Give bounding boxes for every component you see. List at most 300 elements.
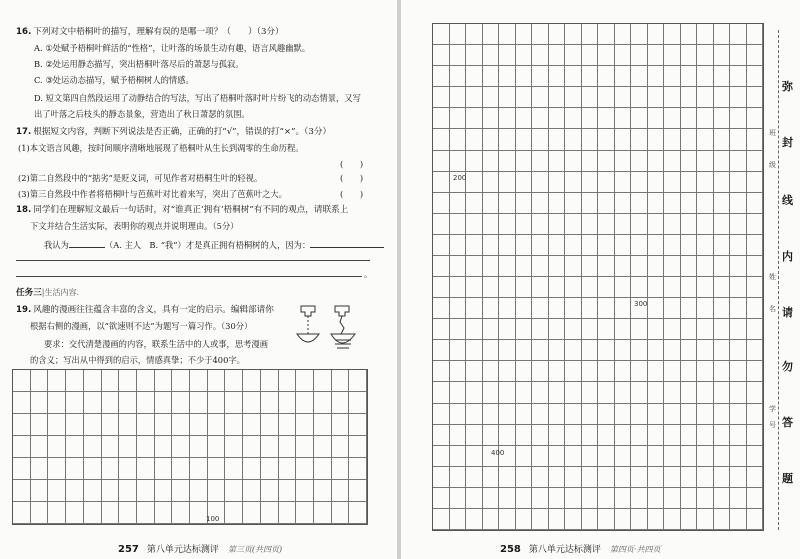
grid-cell[interactable]	[615, 425, 632, 446]
grid-cell[interactable]	[598, 172, 615, 193]
grid-cell[interactable]	[549, 87, 566, 108]
grid-cell[interactable]	[681, 298, 698, 319]
grid-cell[interactable]	[31, 480, 49, 502]
grid-cell[interactable]	[598, 214, 615, 235]
grid-cell[interactable]	[466, 87, 483, 108]
grid-cell[interactable]	[332, 370, 350, 392]
grid-cell[interactable]	[332, 480, 350, 502]
grid-cell[interactable]	[450, 235, 467, 256]
grid-cell[interactable]	[314, 458, 332, 480]
grid-cell[interactable]	[664, 87, 681, 108]
grid-cell[interactable]	[66, 392, 84, 414]
grid-cell[interactable]	[483, 108, 500, 129]
grid-cell[interactable]	[582, 425, 599, 446]
grid-cell[interactable]	[648, 151, 665, 172]
grid-cell[interactable]	[615, 45, 632, 66]
grid-cell[interactable]	[433, 361, 450, 382]
q17-item-2-answer-box[interactable]: ( )	[340, 173, 364, 183]
grid-cell[interactable]	[499, 277, 516, 298]
grid-cell[interactable]	[714, 256, 731, 277]
grid-cell[interactable]	[681, 425, 698, 446]
grid-cell[interactable]	[466, 298, 483, 319]
grid-cell[interactable]	[697, 256, 714, 277]
grid-cell[interactable]	[433, 256, 450, 277]
grid-cell[interactable]	[13, 370, 31, 392]
grid-cell[interactable]	[549, 509, 566, 530]
grid-cell[interactable]	[582, 129, 599, 150]
grid-cell[interactable]	[582, 404, 599, 425]
grid-cell[interactable]	[582, 235, 599, 256]
grid-cell[interactable]	[532, 151, 549, 172]
grid-cell[interactable]	[516, 214, 533, 235]
grid-cell[interactable]	[279, 436, 297, 458]
grid-cell[interactable]	[516, 425, 533, 446]
grid-cell[interactable]	[84, 458, 102, 480]
grid-cell[interactable]	[155, 480, 173, 502]
grid-cell[interactable]	[190, 436, 208, 458]
grid-cell[interactable]	[615, 404, 632, 425]
grid-cell[interactable]	[466, 172, 483, 193]
grid-cell[interactable]	[730, 361, 747, 382]
grid-cell[interactable]	[697, 404, 714, 425]
grid-cell[interactable]	[499, 361, 516, 382]
grid-cell[interactable]	[499, 235, 516, 256]
grid-cell[interactable]	[450, 298, 467, 319]
grid-cell[interactable]	[137, 436, 155, 458]
grid-cell[interactable]	[598, 446, 615, 467]
grid-cell[interactable]	[714, 45, 731, 66]
grid-cell[interactable]	[172, 370, 190, 392]
grid-cell[interactable]	[730, 235, 747, 256]
grid-cell[interactable]	[499, 24, 516, 45]
grid-cell[interactable]	[532, 172, 549, 193]
grid-cell[interactable]	[296, 436, 314, 458]
q18-choice-blank[interactable]	[69, 238, 105, 248]
grid-cell[interactable]	[31, 370, 49, 392]
grid-cell[interactable]	[747, 277, 764, 298]
grid-cell[interactable]	[565, 467, 582, 488]
grid-cell[interactable]	[532, 45, 549, 66]
grid-cell[interactable]	[483, 256, 500, 277]
grid-cell[interactable]	[681, 509, 698, 530]
grid-cell[interactable]	[615, 235, 632, 256]
grid-cell[interactable]	[433, 66, 450, 87]
grid-cell[interactable]	[582, 361, 599, 382]
grid-cell[interactable]	[225, 480, 243, 502]
grid-cell[interactable]	[648, 256, 665, 277]
grid-cell[interactable]	[615, 509, 632, 530]
grid-cell[interactable]	[483, 87, 500, 108]
grid-cell[interactable]	[48, 480, 66, 502]
grid-cell[interactable]	[582, 277, 599, 298]
grid-cell[interactable]	[483, 361, 500, 382]
grid-cell[interactable]	[483, 382, 500, 403]
grid-cell[interactable]	[565, 361, 582, 382]
grid-cell[interactable]	[66, 370, 84, 392]
grid-cell[interactable]	[208, 414, 226, 436]
grid-cell[interactable]	[466, 509, 483, 530]
grid-cell[interactable]	[433, 488, 450, 509]
grid-cell[interactable]	[598, 404, 615, 425]
grid-cell[interactable]	[681, 87, 698, 108]
grid-cell[interactable]	[615, 446, 632, 467]
grid-cell[interactable]	[565, 340, 582, 361]
grid-cell[interactable]	[697, 24, 714, 45]
composition-grid-page-257[interactable]	[12, 369, 368, 525]
grid-cell[interactable]	[483, 129, 500, 150]
grid-cell[interactable]	[598, 24, 615, 45]
grid-cell[interactable]	[499, 425, 516, 446]
grid-cell[interactable]	[730, 425, 747, 446]
grid-cell[interactable]	[31, 414, 49, 436]
grid-cell[interactable]	[747, 214, 764, 235]
grid-cell[interactable]	[137, 414, 155, 436]
grid-cell[interactable]	[681, 404, 698, 425]
grid-cell[interactable]	[549, 298, 566, 319]
grid-cell[interactable]	[119, 436, 137, 458]
grid-cell[interactable]	[466, 235, 483, 256]
grid-cell[interactable]	[598, 193, 615, 214]
grid-cell[interactable]	[296, 392, 314, 414]
q18-writing-line-1[interactable]	[16, 260, 370, 261]
grid-cell[interactable]	[648, 446, 665, 467]
grid-cell[interactable]	[499, 467, 516, 488]
grid-cell[interactable]	[582, 214, 599, 235]
grid-cell[interactable]	[483, 45, 500, 66]
grid-cell[interactable]	[598, 425, 615, 446]
grid-cell[interactable]	[681, 108, 698, 129]
grid-cell[interactable]	[598, 256, 615, 277]
grid-cell[interactable]	[31, 502, 49, 524]
grid-cell[interactable]	[332, 436, 350, 458]
grid-cell[interactable]	[549, 193, 566, 214]
grid-cell[interactable]	[582, 66, 599, 87]
grid-cell[interactable]	[314, 370, 332, 392]
grid-cell[interactable]	[582, 382, 599, 403]
grid-cell[interactable]	[631, 193, 648, 214]
grid-cell[interactable]	[243, 392, 261, 414]
grid-cell[interactable]	[582, 45, 599, 66]
grid-cell[interactable]	[565, 382, 582, 403]
grid-cell[interactable]	[648, 277, 665, 298]
grid-cell[interactable]	[730, 45, 747, 66]
grid-cell[interactable]	[730, 193, 747, 214]
grid-cell[interactable]	[450, 509, 467, 530]
grid-cell[interactable]	[532, 277, 549, 298]
grid-cell[interactable]	[516, 129, 533, 150]
grid-cell[interactable]	[532, 382, 549, 403]
grid-cell[interactable]	[102, 436, 120, 458]
grid-cell[interactable]	[565, 425, 582, 446]
grid-cell[interactable]	[225, 370, 243, 392]
grid-cell[interactable]	[730, 446, 747, 467]
grid-cell[interactable]	[747, 382, 764, 403]
grid-cell[interactable]	[714, 488, 731, 509]
grid-cell[interactable]	[516, 256, 533, 277]
grid-cell[interactable]	[615, 66, 632, 87]
grid-cell[interactable]	[730, 66, 747, 87]
grid-cell[interactable]	[499, 108, 516, 129]
grid-cell[interactable]	[450, 151, 467, 172]
grid-cell[interactable]	[730, 488, 747, 509]
grid-cell[interactable]	[466, 340, 483, 361]
grid-cell[interactable]	[225, 436, 243, 458]
grid-cell[interactable]	[664, 214, 681, 235]
grid-cell[interactable]	[697, 66, 714, 87]
grid-cell[interactable]	[296, 480, 314, 502]
grid-cell[interactable]	[714, 467, 731, 488]
grid-cell[interactable]	[314, 392, 332, 414]
grid-cell[interactable]	[664, 425, 681, 446]
grid-cell[interactable]	[137, 392, 155, 414]
grid-cell[interactable]	[155, 436, 173, 458]
grid-cell[interactable]	[648, 467, 665, 488]
grid-cell[interactable]	[648, 340, 665, 361]
grid-cell[interactable]	[697, 446, 714, 467]
grid-cell[interactable]	[664, 108, 681, 129]
grid-cell[interactable]	[565, 24, 582, 45]
grid-cell[interactable]	[747, 87, 764, 108]
grid-cell[interactable]	[48, 392, 66, 414]
grid-cell[interactable]	[466, 467, 483, 488]
grid-cell[interactable]	[730, 319, 747, 340]
grid-cell[interactable]	[499, 151, 516, 172]
grid-cell[interactable]	[450, 214, 467, 235]
grid-cell[interactable]	[598, 340, 615, 361]
grid-cell[interactable]	[102, 502, 120, 524]
grid-cell[interactable]	[730, 298, 747, 319]
grid-cell[interactable]	[747, 129, 764, 150]
grid-cell[interactable]	[516, 467, 533, 488]
grid-cell[interactable]	[697, 214, 714, 235]
grid-cell[interactable]	[747, 446, 764, 467]
grid-cell[interactable]	[261, 480, 279, 502]
grid-cell[interactable]	[532, 235, 549, 256]
grid-cell[interactable]	[565, 298, 582, 319]
grid-cell[interactable]	[137, 502, 155, 524]
grid-cell[interactable]	[84, 370, 102, 392]
grid-cell[interactable]	[466, 193, 483, 214]
grid-cell[interactable]	[648, 235, 665, 256]
grid-cell[interactable]	[631, 66, 648, 87]
grid-cell[interactable]	[615, 87, 632, 108]
grid-cell[interactable]	[598, 319, 615, 340]
grid-cell[interactable]	[349, 458, 367, 480]
grid-cell[interactable]	[631, 151, 648, 172]
grid-cell[interactable]	[714, 277, 731, 298]
grid-cell[interactable]	[681, 235, 698, 256]
grid-cell[interactable]	[730, 24, 747, 45]
grid-cell[interactable]	[279, 392, 297, 414]
grid-cell[interactable]	[714, 193, 731, 214]
grid-cell[interactable]	[565, 509, 582, 530]
grid-cell[interactable]	[648, 193, 665, 214]
grid-cell[interactable]	[697, 425, 714, 446]
grid-cell[interactable]	[516, 45, 533, 66]
grid-cell[interactable]	[730, 151, 747, 172]
grid-cell[interactable]	[598, 235, 615, 256]
grid-cell[interactable]	[697, 488, 714, 509]
grid-cell[interactable]	[747, 45, 764, 66]
grid-cell[interactable]	[648, 87, 665, 108]
grid-cell[interactable]	[615, 24, 632, 45]
grid-cell[interactable]	[450, 108, 467, 129]
grid-cell[interactable]	[582, 24, 599, 45]
grid-cell[interactable]	[450, 277, 467, 298]
grid-cell[interactable]	[450, 382, 467, 403]
grid-cell[interactable]	[681, 66, 698, 87]
grid-cell[interactable]	[714, 404, 731, 425]
grid-cell[interactable]	[466, 361, 483, 382]
grid-cell[interactable]	[466, 488, 483, 509]
grid-cell[interactable]	[565, 404, 582, 425]
grid-cell[interactable]	[466, 24, 483, 45]
grid-cell[interactable]	[190, 392, 208, 414]
grid-cell[interactable]	[48, 458, 66, 480]
grid-cell[interactable]	[483, 467, 500, 488]
grid-cell[interactable]	[615, 129, 632, 150]
grid-cell[interactable]	[631, 467, 648, 488]
grid-cell[interactable]	[549, 151, 566, 172]
grid-cell[interactable]	[747, 151, 764, 172]
grid-cell[interactable]	[433, 277, 450, 298]
grid-cell[interactable]	[714, 319, 731, 340]
grid-cell[interactable]	[532, 66, 549, 87]
grid-cell[interactable]	[681, 319, 698, 340]
grid-cell[interactable]	[697, 129, 714, 150]
grid-cell[interactable]	[349, 392, 367, 414]
grid-cell[interactable]	[516, 235, 533, 256]
grid-cell[interactable]	[714, 446, 731, 467]
grid-cell[interactable]	[565, 319, 582, 340]
grid-cell[interactable]	[433, 382, 450, 403]
grid-cell[interactable]	[714, 425, 731, 446]
grid-cell[interactable]	[664, 509, 681, 530]
grid-cell[interactable]	[84, 414, 102, 436]
grid-cell[interactable]	[332, 458, 350, 480]
grid-cell[interactable]	[261, 414, 279, 436]
grid-cell[interactable]	[332, 392, 350, 414]
grid-cell[interactable]	[648, 172, 665, 193]
grid-cell[interactable]	[433, 340, 450, 361]
grid-cell[interactable]	[208, 480, 226, 502]
grid-cell[interactable]	[261, 436, 279, 458]
grid-cell[interactable]	[747, 24, 764, 45]
grid-cell[interactable]	[747, 425, 764, 446]
grid-cell[interactable]	[499, 382, 516, 403]
grid-cell[interactable]	[697, 467, 714, 488]
grid-cell[interactable]	[499, 129, 516, 150]
grid-cell[interactable]	[549, 172, 566, 193]
grid-cell[interactable]	[433, 24, 450, 45]
grid-cell[interactable]	[466, 129, 483, 150]
grid-cell[interactable]	[155, 392, 173, 414]
grid-cell[interactable]	[466, 277, 483, 298]
grid-cell[interactable]	[450, 256, 467, 277]
grid-cell[interactable]	[648, 319, 665, 340]
grid-cell[interactable]	[433, 425, 450, 446]
grid-cell[interactable]	[598, 509, 615, 530]
grid-cell[interactable]	[13, 502, 31, 524]
grid-cell[interactable]	[84, 480, 102, 502]
grid-cell[interactable]	[615, 319, 632, 340]
grid-cell[interactable]	[172, 414, 190, 436]
grid-cell[interactable]	[714, 340, 731, 361]
grid-cell[interactable]	[747, 319, 764, 340]
grid-cell[interactable]	[516, 277, 533, 298]
grid-cell[interactable]	[714, 235, 731, 256]
grid-cell[interactable]	[66, 436, 84, 458]
grid-cell[interactable]	[483, 235, 500, 256]
grid-cell[interactable]	[681, 382, 698, 403]
grid-cell[interactable]	[137, 458, 155, 480]
grid-cell[interactable]	[549, 467, 566, 488]
grid-cell[interactable]	[598, 298, 615, 319]
grid-cell[interactable]	[615, 467, 632, 488]
grid-cell[interactable]	[84, 392, 102, 414]
grid-cell[interactable]	[225, 458, 243, 480]
grid-cell[interactable]	[119, 480, 137, 502]
grid-cell[interactable]	[697, 382, 714, 403]
grid-cell[interactable]	[582, 87, 599, 108]
grid-cell[interactable]	[466, 425, 483, 446]
grid-cell[interactable]	[681, 214, 698, 235]
grid-cell[interactable]	[450, 45, 467, 66]
grid-cell[interactable]	[48, 436, 66, 458]
grid-cell[interactable]	[243, 370, 261, 392]
grid-cell[interactable]	[648, 214, 665, 235]
grid-cell[interactable]	[279, 458, 297, 480]
grid-cell[interactable]	[615, 193, 632, 214]
grid-cell[interactable]	[483, 193, 500, 214]
grid-cell[interactable]	[549, 446, 566, 467]
grid-cell[interactable]	[466, 214, 483, 235]
grid-cell[interactable]	[648, 24, 665, 45]
grid-cell[interactable]	[483, 425, 500, 446]
grid-cell[interactable]	[664, 256, 681, 277]
grid-cell[interactable]	[499, 404, 516, 425]
grid-cell[interactable]	[349, 370, 367, 392]
grid-cell[interactable]	[615, 361, 632, 382]
grid-cell[interactable]	[598, 467, 615, 488]
grid-cell[interactable]	[631, 361, 648, 382]
grid-cell[interactable]	[648, 298, 665, 319]
grid-cell[interactable]	[582, 193, 599, 214]
grid-cell[interactable]	[747, 488, 764, 509]
grid-cell[interactable]	[681, 277, 698, 298]
grid-cell[interactable]	[296, 502, 314, 524]
grid-cell[interactable]	[499, 509, 516, 530]
grid-cell[interactable]	[549, 24, 566, 45]
grid-cell[interactable]	[631, 319, 648, 340]
grid-cell[interactable]	[582, 172, 599, 193]
grid-cell[interactable]	[450, 467, 467, 488]
grid-cell[interactable]	[450, 404, 467, 425]
grid-cell[interactable]	[532, 340, 549, 361]
grid-cell[interactable]	[648, 425, 665, 446]
grid-cell[interactable]	[681, 172, 698, 193]
grid-cell[interactable]	[582, 509, 599, 530]
grid-cell[interactable]	[499, 172, 516, 193]
grid-cell[interactable]	[102, 370, 120, 392]
grid-cell[interactable]	[565, 446, 582, 467]
grid-cell[interactable]	[208, 392, 226, 414]
grid-cell[interactable]	[279, 414, 297, 436]
grid-cell[interactable]	[648, 45, 665, 66]
grid-cell[interactable]	[714, 129, 731, 150]
grid-cell[interactable]	[631, 404, 648, 425]
grid-cell[interactable]	[516, 446, 533, 467]
